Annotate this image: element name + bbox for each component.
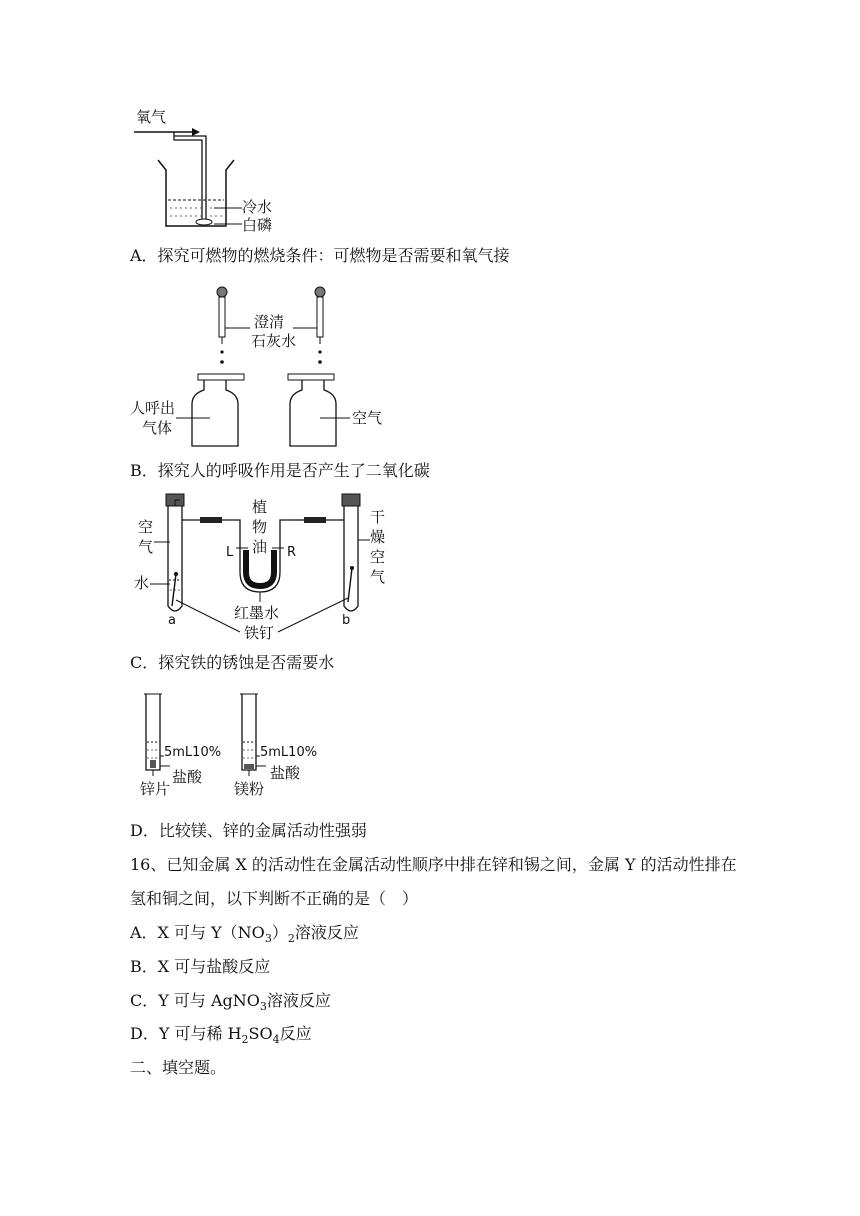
label-mg: 镁粉: [234, 780, 265, 798]
label-oxygen: 氧气: [136, 108, 167, 126]
arrow-head-icon: [192, 128, 200, 136]
gas-tube: [174, 132, 202, 222]
figure-c: [130, 490, 400, 640]
q16-option-c: C．Y 可与 AgNO$_3$溶液反应: [130, 991, 331, 1014]
label-acid-2: 5mL10%: [260, 745, 318, 760]
label-dry-3: 空: [370, 548, 386, 566]
label-breath-1: 人呼出: [130, 399, 176, 417]
gas-bottle-left: [192, 380, 238, 446]
dropper-bulb-icon: [315, 287, 325, 297]
label-dry-4: 气: [370, 568, 386, 586]
test-tube-zinc: [146, 694, 160, 770]
gas-bottle-right: [290, 380, 336, 446]
label-L: L: [226, 545, 234, 560]
white-phosphorus: [196, 219, 212, 225]
label-limewater-2: 石灰水: [251, 332, 297, 350]
label-R: R: [287, 545, 297, 560]
test-tube-b: [344, 506, 358, 611]
option-b: B．探究人的呼吸作用是否产生了二氧化碳: [130, 461, 430, 480]
dropper-bulb-icon: [217, 287, 227, 297]
option-c: C．探究铁的锈蚀是否需要水: [130, 653, 335, 672]
label-b: b: [342, 613, 351, 628]
label-hcl-1: 盐酸: [172, 768, 203, 786]
figure-b: [130, 282, 390, 452]
label-breath-2: 气体: [142, 419, 173, 437]
iron-nail-b: [348, 568, 352, 602]
label-a: a: [168, 613, 176, 628]
q16-option-d: D．Y 可与稀 $H_2SO_4$反应: [130, 1024, 312, 1047]
question-16-stem: 16、已知金属 X 的活动性在金属活动性顺序中排在锌和锡之间，金属 Y 的活动性排在氢和铜之间，以下判断不正确的是（ ）: [130, 855, 737, 908]
label-cold-water: 冷水: [242, 198, 273, 216]
label-acid-1: 5mL10%: [164, 745, 222, 760]
label-oil-1: 植: [252, 498, 268, 516]
label-air-left-1: 空: [138, 518, 154, 536]
zinc-strip: [150, 760, 156, 768]
test-tube-mg: [242, 694, 256, 770]
test-tube-a: [168, 506, 182, 611]
stopper-right: [342, 494, 360, 506]
label-air: 空气: [352, 409, 383, 427]
label-oil-2: 物: [252, 518, 268, 536]
label-air-left-2: 气: [138, 538, 154, 556]
magnesium-powder: [244, 764, 254, 769]
q16-option-b: B．X 可与盐酸反应: [130, 957, 271, 976]
label-water: 水: [134, 574, 150, 592]
figure-d: [130, 690, 330, 800]
rubber-tube-right: [304, 517, 326, 523]
label-dry-1: 干: [370, 508, 386, 526]
label-hcl-2: 盐酸: [270, 764, 301, 782]
label-dry-2: 燥: [370, 528, 386, 546]
option-d: D．比较镁、锌的金属活动性强弱: [130, 821, 367, 840]
label-white-phosphorus: 白磷: [242, 216, 273, 234]
label-oil-3: 油: [252, 538, 268, 556]
label-red-ink: 红墨水: [234, 604, 280, 622]
figure-a: [130, 104, 310, 236]
dropper-left: [219, 297, 225, 337]
label-zinc: 锌片: [140, 780, 171, 798]
q16-option-a: A．X 可与 $Y(NO_3)_2$溶液反应: [130, 923, 359, 946]
dropper-right: [317, 297, 323, 337]
rubber-tube-left: [200, 517, 222, 523]
label-iron-nail: 铁钉: [244, 624, 275, 642]
section-heading: 二、填空题。: [130, 1058, 227, 1077]
option-a: A．探究可燃物的燃烧条件：可燃物是否需要和氧气接: [130, 246, 510, 265]
label-limewater-1: 澄清: [254, 313, 285, 331]
